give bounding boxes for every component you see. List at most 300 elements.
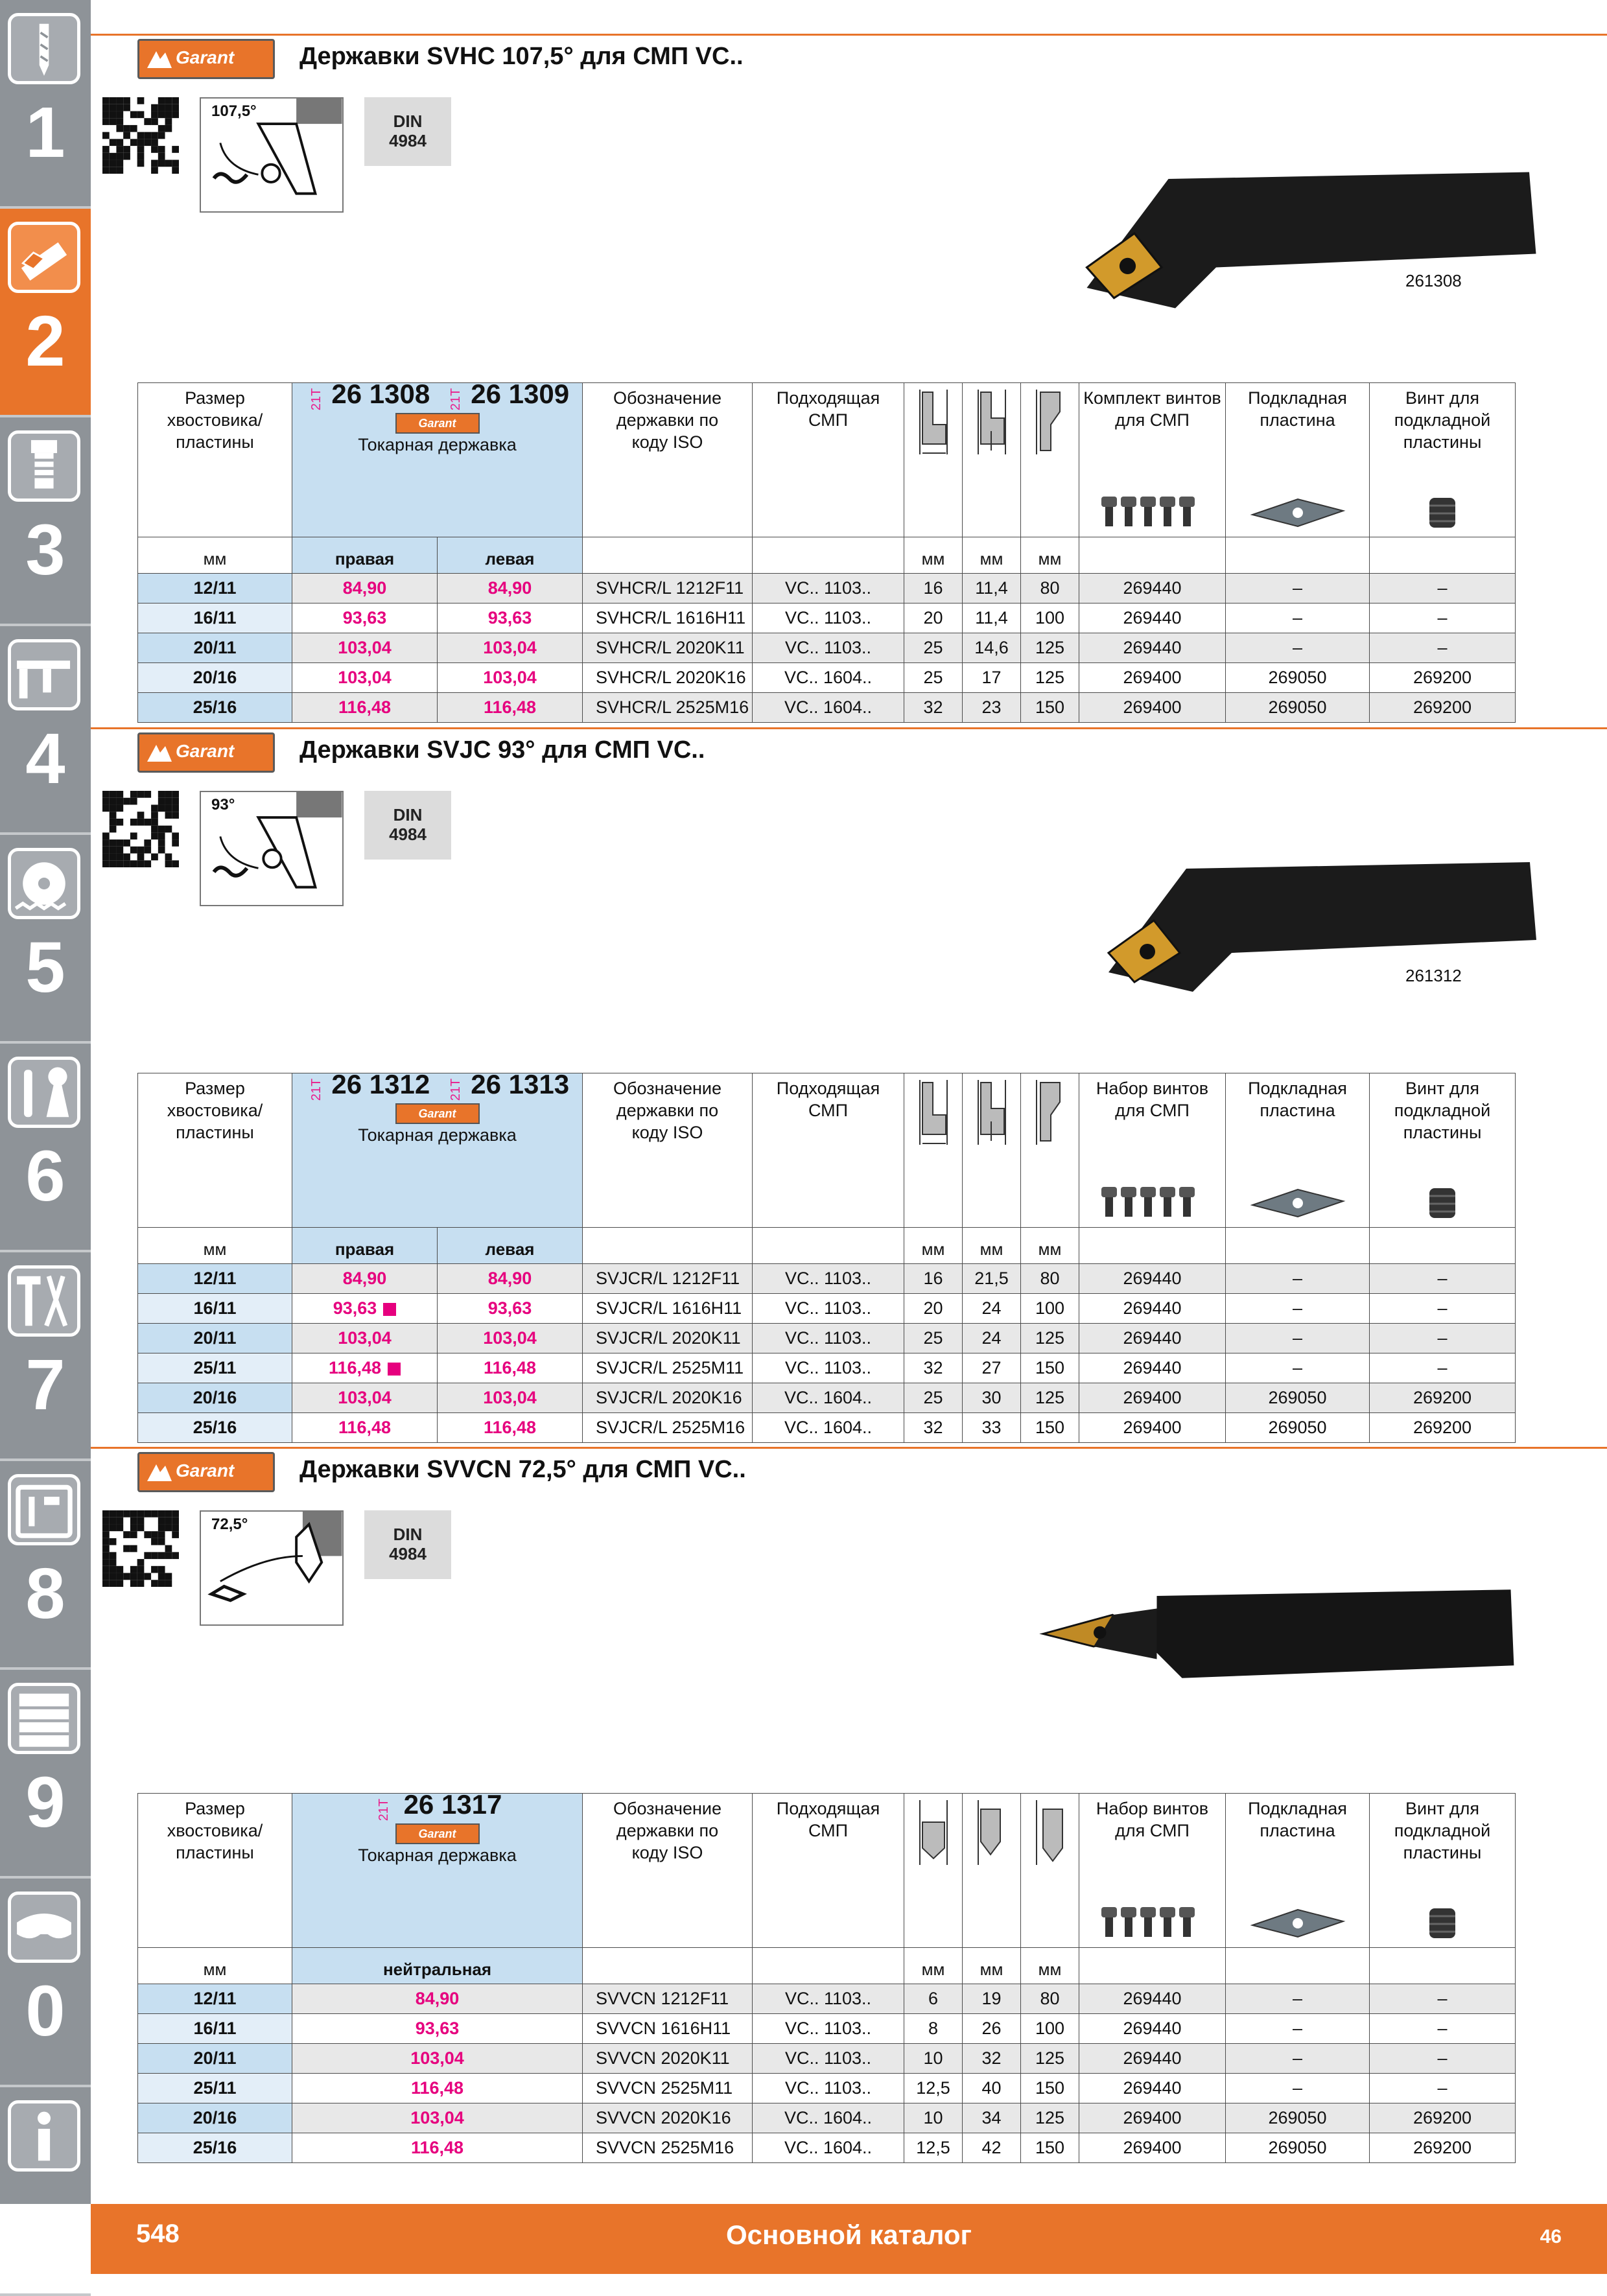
chapter-tab-4[interactable]: [0, 626, 91, 835]
dimension-diagram-icon: [1030, 386, 1070, 458]
table-row: [138, 603, 1516, 633]
dimension-unit: мм: [1021, 1948, 1079, 1984]
dim-l: 80: [1021, 1264, 1079, 1294]
toolbox-icon: [8, 1474, 80, 1545]
screw-set-code: 269440: [1079, 633, 1226, 663]
din-number: 4984: [389, 131, 427, 150]
chapter-number: 7: [25, 1345, 65, 1425]
price: 103,04: [483, 1328, 537, 1348]
shim-code: –: [1226, 1294, 1370, 1324]
screws-header: Комплект винтов для СМП: [1079, 383, 1226, 537]
dimension-header-f: [963, 1073, 1021, 1228]
price: 103,04: [410, 2048, 464, 2068]
price-cell: [292, 2103, 583, 2133]
dim-f: 11,4: [963, 574, 1021, 603]
shim-screw-icon: [1416, 1903, 1468, 1943]
qr-code[interactable]: [102, 1510, 179, 1587]
price: 93,63: [487, 608, 532, 627]
article-tag: 21T: [309, 388, 324, 411]
price: 103,04: [338, 638, 392, 657]
shim-code: –: [1226, 2014, 1370, 2044]
dim-l: 125: [1021, 633, 1079, 663]
product-table: [137, 1789, 1516, 2163]
size-header: Размер хвостовика/ пластины: [138, 1794, 292, 1948]
screw-set-code: 269440: [1079, 2044, 1226, 2074]
insert-code: VC.. 1103..: [753, 2044, 904, 2074]
dimension-header-l: [1021, 1073, 1079, 1228]
size-unit: мм: [138, 1228, 292, 1264]
iso-designation: SVVCN 2020K16: [583, 2103, 753, 2133]
dim-h: 10: [904, 2103, 963, 2133]
screw-set-code: 269440: [1079, 574, 1226, 603]
price: 103,04: [338, 1388, 392, 1407]
chapter-number: 4: [25, 719, 65, 799]
drill-icon: [8, 13, 80, 84]
chapter-tab-i[interactable]: [0, 2087, 91, 2296]
dimension-diagram-icon: [972, 1796, 1012, 1869]
angle-diagram: [200, 1510, 344, 1626]
screw-set-code: 269440: [1079, 1264, 1226, 1294]
din-badge: [364, 1510, 451, 1579]
dimension-unit: мм: [904, 1948, 963, 1984]
empty-cell: [1370, 537, 1516, 574]
tap-icon: [8, 430, 80, 502]
shim-screw-code: 269200: [1370, 693, 1516, 723]
approach-angle: 72,5°: [211, 1516, 248, 1533]
screw-set-code: 269440: [1079, 2074, 1226, 2103]
price-cell: [292, 1264, 438, 1294]
brand-name: Garant: [176, 741, 235, 761]
size-cell: 20/16: [138, 2103, 292, 2133]
price: 84,90: [415, 1989, 460, 2008]
insert-code: VC.. 1103..: [753, 603, 904, 633]
article-number: 26 1317: [403, 1789, 502, 1820]
din-label: DIN: [393, 805, 423, 825]
screw-set-code: 269440: [1079, 2014, 1226, 2044]
shim-code: –: [1226, 2074, 1370, 2103]
garant-mini-logo: Garant: [395, 1823, 480, 1844]
garant-logo-icon: [146, 744, 173, 763]
screw-set-code: 269400: [1079, 2103, 1226, 2133]
chapter-number: 6: [25, 1136, 65, 1216]
chapter-tab-1[interactable]: [0, 0, 91, 209]
screw-set-code: 269400: [1079, 1383, 1226, 1413]
catalog-title: Основной каталог: [726, 2220, 972, 2250]
dim-h: 25: [904, 633, 963, 663]
price-cell: [292, 603, 438, 633]
insert-code: VC.. 1604..: [753, 1383, 904, 1413]
price: 116,48: [483, 697, 537, 717]
dim-h: 12,5: [904, 2133, 963, 2163]
empty-cell: [753, 1948, 904, 1984]
insert-code: VC.. 1103..: [753, 574, 904, 603]
pliers-icon: [8, 1265, 80, 1337]
iso-designation: SVJCR/L 2020K11: [583, 1324, 753, 1353]
size-cell: 12/11: [138, 1984, 292, 2014]
product-name: Токарная державка: [358, 1845, 517, 1865]
insert-code: VC.. 1604..: [753, 1413, 904, 1443]
price: 116,48: [410, 2078, 464, 2098]
dim-f: 26: [963, 2014, 1021, 2044]
price: 103,04: [483, 668, 537, 687]
dim-l: 125: [1021, 1324, 1079, 1353]
price-cell: [438, 1353, 583, 1383]
price-cell: [438, 574, 583, 603]
iso-designation: SVHCR/L 2020K16: [583, 663, 753, 693]
table-row: [138, 1294, 1516, 1324]
dim-h: 20: [904, 603, 963, 633]
section-title: Державки SVHC 107,5° для СМП VC..: [299, 43, 744, 70]
price-cell: [438, 1324, 583, 1353]
dim-f: 19: [963, 1984, 1021, 2014]
dim-h: 8: [904, 2014, 963, 2044]
insert-code: VC.. 1103..: [753, 1264, 904, 1294]
brand-name: Garant: [176, 47, 235, 67]
approach-angle: 93°: [211, 796, 235, 814]
table-row: [138, 1984, 1516, 2014]
chapter-tab-0[interactable]: [0, 1879, 91, 2087]
empty-cell: [1226, 1228, 1370, 1264]
dim-h: 12,5: [904, 2074, 963, 2103]
section-title: Державки SVJC 93° для СМП VC..: [299, 736, 705, 764]
photo-article-code: 261312: [1405, 966, 1462, 985]
size-cell: 20/16: [138, 663, 292, 693]
dimension-unit: мм: [904, 537, 963, 574]
dim-h: 25: [904, 1383, 963, 1413]
article-header: [292, 1789, 583, 1948]
chapter-tab-5[interactable]: [0, 835, 91, 1044]
chapter-tab-8[interactable]: [0, 1461, 91, 1670]
dimension-header-l: [1021, 383, 1079, 537]
dim-f: 24: [963, 1294, 1021, 1324]
dimension-diagram-icon: [913, 1796, 954, 1869]
din-number: 4984: [389, 1544, 427, 1564]
shim-screw-code: 269200: [1370, 1383, 1516, 1413]
article-number: 26 1313: [471, 1069, 570, 1099]
insert-code: VC.. 1103..: [753, 1294, 904, 1324]
table-row: [138, 663, 1516, 693]
dimension-header-f: [963, 1794, 1021, 1948]
price-cell: [438, 693, 583, 723]
dimension-header-f: [963, 383, 1021, 537]
shim-screw-code: 269200: [1370, 663, 1516, 693]
dimension-unit: мм: [963, 537, 1021, 574]
price: 93,63: [487, 1298, 532, 1318]
chapter-tab-2[interactable]: [0, 209, 91, 417]
empty-cell: [1079, 1228, 1226, 1264]
dim-l: 150: [1021, 693, 1079, 723]
dim-f: 24: [963, 1324, 1021, 1353]
sub-page-number: 46: [1540, 2226, 1562, 2247]
price: 84,90: [342, 1269, 387, 1288]
price-cell: [292, 1413, 438, 1443]
product-name: Токарная державка: [358, 435, 517, 454]
availability-marker: [388, 1363, 401, 1376]
shim-code: 269050: [1226, 1383, 1370, 1413]
variant-label: левая: [438, 537, 583, 574]
qr-code[interactable]: [102, 97, 179, 174]
dim-h: 25: [904, 1324, 963, 1353]
size-unit: мм: [138, 1948, 292, 1984]
price-cell: [292, 1984, 583, 2014]
dim-l: 80: [1021, 1984, 1079, 2014]
screw-set-code: 269440: [1079, 603, 1226, 633]
table-row: [138, 1264, 1516, 1294]
chapter-number: 2: [25, 301, 65, 381]
shim-header: Подкладная пластина: [1226, 1073, 1370, 1228]
section-divider: [91, 34, 1607, 36]
variant-label: правая: [292, 1228, 438, 1264]
screw-set-code: 269400: [1079, 1413, 1226, 1443]
price-cell: [438, 1264, 583, 1294]
article-number: 26 1308: [331, 379, 430, 409]
size-cell: 25/16: [138, 2133, 292, 2163]
dimension-header-h: [904, 1073, 963, 1228]
din-label: DIN: [393, 111, 423, 131]
empty-cell: [1370, 1228, 1516, 1264]
shim-screw-code: –: [1370, 2014, 1516, 2044]
price-cell: [292, 574, 438, 603]
iso-designation: SVHCR/L 2525M16: [583, 693, 753, 723]
product-table: [137, 1069, 1516, 1443]
dim-l: 125: [1021, 2103, 1079, 2133]
dimension-unit: мм: [904, 1228, 963, 1264]
garant-logo: [137, 1452, 275, 1492]
dim-f: 42: [963, 2133, 1021, 2163]
shim-screw-code: –: [1370, 2074, 1516, 2103]
dim-l: 125: [1021, 1383, 1079, 1413]
article-tag: 21T: [449, 1078, 463, 1101]
shim-code: –: [1226, 1353, 1370, 1383]
photo-article-code: 261308: [1405, 271, 1462, 290]
empty-cell: [1079, 1948, 1226, 1984]
price-cell: [292, 2014, 583, 2044]
price: 116,48: [483, 1358, 537, 1377]
shim-screw-header: Винт для подкладной пластины: [1370, 1794, 1516, 1948]
screw-set-icon: [1097, 493, 1208, 533]
shim-code: –: [1226, 603, 1370, 633]
shim-screw-code: –: [1370, 1264, 1516, 1294]
dim-l: 150: [1021, 2133, 1079, 2163]
dim-l: 125: [1021, 2044, 1079, 2074]
price: 116,48: [410, 2138, 464, 2157]
approach-angle: 107,5°: [211, 102, 257, 120]
price: 116,48: [328, 1358, 382, 1377]
screw-set-code: 269400: [1079, 693, 1226, 723]
size-unit: мм: [138, 537, 292, 574]
shim-screw-header: Винт для подкладной пластины: [1370, 1073, 1516, 1228]
safety-glasses-icon: [8, 1892, 80, 1963]
screws-header: Набор винтов для СМП: [1079, 1794, 1226, 1948]
insert-header: Подходящая СМП: [753, 1073, 904, 1228]
table-row: [138, 1324, 1516, 1353]
dimension-diagram-icon: [913, 386, 954, 458]
chapter-number: 1: [25, 93, 65, 172]
dim-f: 33: [963, 1413, 1021, 1443]
shim-screw-code: –: [1370, 1294, 1516, 1324]
dim-h: 32: [904, 693, 963, 723]
saw-blade-icon: [8, 848, 80, 919]
dim-f: 23: [963, 693, 1021, 723]
shim-code: 269050: [1226, 663, 1370, 693]
price-cell: [292, 1383, 438, 1413]
shim-icon: [1246, 1903, 1350, 1943]
chapter-sidebar: [0, 0, 91, 2204]
dim-f: 21,5: [963, 1264, 1021, 1294]
chapter-tab-6[interactable]: [0, 1044, 91, 1252]
price: 103,04: [483, 638, 537, 657]
dim-h: 20: [904, 1294, 963, 1324]
shim-screw-code: –: [1370, 603, 1516, 633]
section-divider: [91, 727, 1607, 729]
din-number: 4984: [389, 825, 427, 844]
dimension-diagram-icon: [1030, 1076, 1070, 1149]
shim-code: –: [1226, 1264, 1370, 1294]
iso-designation: SVVCN 2525M16: [583, 2133, 753, 2163]
price: 93,63: [333, 1298, 377, 1318]
shim-code: –: [1226, 1984, 1370, 2014]
size-cell: 16/11: [138, 2014, 292, 2044]
size-cell: 20/11: [138, 633, 292, 663]
article-tag: 21T: [449, 388, 463, 411]
table-row: [138, 2044, 1516, 2074]
size-cell: 25/11: [138, 1353, 292, 1383]
size-cell: 12/11: [138, 1264, 292, 1294]
table-row: [138, 2133, 1516, 2163]
price: 103,04: [410, 2108, 464, 2127]
dimension-unit: мм: [963, 1948, 1021, 1984]
dimension-diagram-icon: [1030, 1796, 1070, 1869]
shim-icon: [1246, 1183, 1350, 1223]
dimension-unit: мм: [963, 1228, 1021, 1264]
shim-code: –: [1226, 574, 1370, 603]
dimension-unit: мм: [1021, 1228, 1079, 1264]
price-cell: [438, 1413, 583, 1443]
shim-code: 269050: [1226, 1413, 1370, 1443]
angle-diagram: [200, 791, 344, 906]
chapter-tab-7[interactable]: [0, 1252, 91, 1461]
shim-code: 269050: [1226, 693, 1370, 723]
dim-h: 10: [904, 2044, 963, 2074]
section-divider: [91, 1447, 1607, 1449]
chapter-number: 9: [25, 1763, 65, 1842]
price: 116,48: [338, 1418, 392, 1437]
iso-designation: SVHCR/L 1616H11: [583, 603, 753, 633]
insert-code: VC.. 1103..: [753, 1353, 904, 1383]
designation-header: Обозначение державки по коду ISO: [583, 383, 753, 537]
dim-f: 17: [963, 663, 1021, 693]
garant-mini-logo: Garant: [395, 413, 480, 434]
iso-designation: SVJCR/L 2020K16: [583, 1383, 753, 1413]
info-icon: [8, 2100, 80, 2172]
insert-header: Подходящая СМП: [753, 383, 904, 537]
dim-l: 125: [1021, 663, 1079, 693]
dim-l: 80: [1021, 574, 1079, 603]
price-cell: [292, 1324, 438, 1353]
table-row: [138, 1353, 1516, 1383]
dim-h: 16: [904, 574, 963, 603]
article-header: [292, 379, 583, 537]
shim-header: Подкладная пластина: [1226, 383, 1370, 537]
garant-logo: [137, 39, 275, 79]
brand-name: Garant: [176, 1460, 235, 1481]
insert-code: VC.. 1103..: [753, 1984, 904, 2014]
iso-designation: SVVCN 1212F11: [583, 1984, 753, 2014]
shim-screw-code: –: [1370, 1353, 1516, 1383]
size-cell: 20/11: [138, 1324, 292, 1353]
shim-screw-icon: [1416, 493, 1468, 533]
size-header: Размер хвостовика/ пластины: [138, 383, 292, 537]
iso-designation: SVHCR/L 1212F11: [583, 574, 753, 603]
variant-label: левая: [438, 1228, 583, 1264]
price-cell: [438, 603, 583, 633]
dim-f: 11,4: [963, 603, 1021, 633]
article-header: [292, 1069, 583, 1228]
size-header: Размер хвостовика/ пластины: [138, 1073, 292, 1228]
price-cell: [292, 2044, 583, 2074]
shim-screw-code: 269200: [1370, 2133, 1516, 2163]
dimension-header-h: [904, 1794, 963, 1948]
shim-header: Подкладная пластина: [1226, 1794, 1370, 1948]
screw-set-code: 269440: [1079, 1984, 1226, 2014]
price: 93,63: [415, 2019, 460, 2038]
price-cell: [292, 1353, 438, 1383]
garant-logo-icon: [146, 50, 173, 69]
table-row: [138, 2103, 1516, 2133]
insert-code: VC.. 1604..: [753, 2133, 904, 2163]
qr-code[interactable]: [102, 791, 179, 867]
screws-header: Набор винтов для СМП: [1079, 1073, 1226, 1228]
wrench-icon: [8, 1057, 80, 1128]
empty-cell: [583, 1948, 753, 1984]
insert-code: VC.. 1103..: [753, 2014, 904, 2044]
tool-holder-photo: [1018, 1582, 1523, 1711]
insert-code: VC.. 1604..: [753, 663, 904, 693]
chapter-number: 0: [25, 1971, 65, 2051]
price: 84,90: [342, 578, 387, 598]
size-cell: 25/16: [138, 693, 292, 723]
shim-code: 269050: [1226, 2103, 1370, 2133]
insert-code: VC.. 1103..: [753, 2074, 904, 2103]
empty-cell: [583, 1228, 753, 1264]
angle-diagram: [200, 97, 344, 213]
size-cell: 20/11: [138, 2044, 292, 2074]
page-footer: [91, 2204, 1607, 2274]
article-tag: 21T: [376, 1798, 391, 1822]
screw-set-code: 269400: [1079, 2133, 1226, 2163]
insert-code: VC.. 1103..: [753, 1324, 904, 1353]
chapter-tab-3[interactable]: [0, 417, 91, 626]
chapter-tab-9[interactable]: [0, 1670, 91, 1879]
iso-designation: SVVCN 2020K11: [583, 2044, 753, 2074]
shim-screw-code: –: [1370, 633, 1516, 663]
iso-designation: SVHCR/L 2020K11: [583, 633, 753, 663]
shim-screw-code: –: [1370, 1984, 1516, 2014]
caliper-icon: [8, 639, 80, 710]
chapter-number: 3: [25, 510, 65, 590]
empty-cell: [1370, 1948, 1516, 1984]
shim-code: –: [1226, 633, 1370, 663]
dim-f: 27: [963, 1353, 1021, 1383]
dim-f: 40: [963, 2074, 1021, 2103]
dim-f: 30: [963, 1383, 1021, 1413]
table-row: [138, 2014, 1516, 2044]
shim-code: –: [1226, 2044, 1370, 2074]
screw-set-code: 269400: [1079, 663, 1226, 693]
price-cell: [292, 2074, 583, 2103]
variant-label: правая: [292, 537, 438, 574]
price: 116,48: [338, 697, 392, 717]
